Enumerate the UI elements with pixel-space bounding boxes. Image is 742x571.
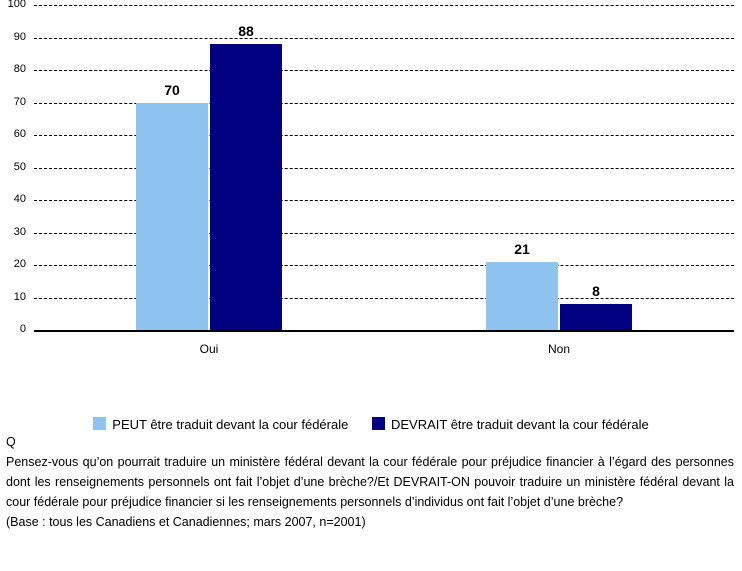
bar-oui-series-1 [136, 103, 208, 331]
bar-value-label: 8 [592, 283, 600, 299]
plot-area [7, 0, 734, 335]
legend-item-series-2 [372, 416, 649, 432]
footnote-block [6, 432, 734, 532]
y-axis-tick-label: 90 [13, 30, 26, 43]
legend-item-series-1 [93, 416, 348, 432]
gridline [34, 38, 734, 39]
legend-label-series-1: PEUT être traduit devant la cour fédérale [112, 416, 349, 432]
y-axis-tick-label: 80 [13, 63, 26, 75]
y-axis-tick-label: 70 [13, 95, 26, 108]
bar-non-series-2 [560, 304, 632, 330]
question-text: Pensez-vous qu’on pourrait traduire un ministère fédéral devant la cour fédérale pour préjudice financier à l’égard des personnes dont les renseignements personnels ont fait l’objet d’une brèche?/Et DEVRAIT-ON pouvoir traduire un ministère fédéral devant la cour fédérale pour préjudice financier si les renseignements personnels d’individus ont fait l’objet d’une brèche? [6, 455, 734, 509]
bar-value-label: 70 [164, 81, 180, 98]
bar-value-label: 21 [514, 240, 530, 257]
legend-swatch-icon [93, 417, 106, 430]
x-axis-category-label: Oui [199, 342, 219, 356]
y-axis-tick-label: 50 [13, 160, 26, 173]
gridline [34, 70, 734, 71]
x-axis-category-label: Non [547, 342, 570, 356]
y-axis-tick-label: 10 [13, 290, 26, 303]
y-axis-tick-label: 40 [13, 193, 26, 205]
bar-non-series-1 [486, 262, 558, 330]
y-axis-tick-label: 20 [13, 258, 26, 270]
y-axis-tick-label: 0 [19, 323, 26, 335]
question-marker: Q [6, 435, 16, 449]
legend-swatch-icon [372, 417, 385, 430]
legend-label-series-2: DEVRAIT être traduit devant la cour fédérale [390, 416, 649, 432]
chart-legend [0, 415, 742, 432]
base-text: (Base : tous les Canadiens et Canadiennes; mars 2007, n=2001) [6, 515, 366, 529]
y-axis-tick-label: 60 [13, 128, 26, 140]
y-axis-tick-label: 100 [7, 0, 26, 10]
y-axis-tick-label: 30 [13, 225, 26, 238]
gridline [34, 5, 734, 6]
bar-oui-series-2 [210, 44, 282, 330]
bar-value-label: 88 [238, 23, 254, 39]
